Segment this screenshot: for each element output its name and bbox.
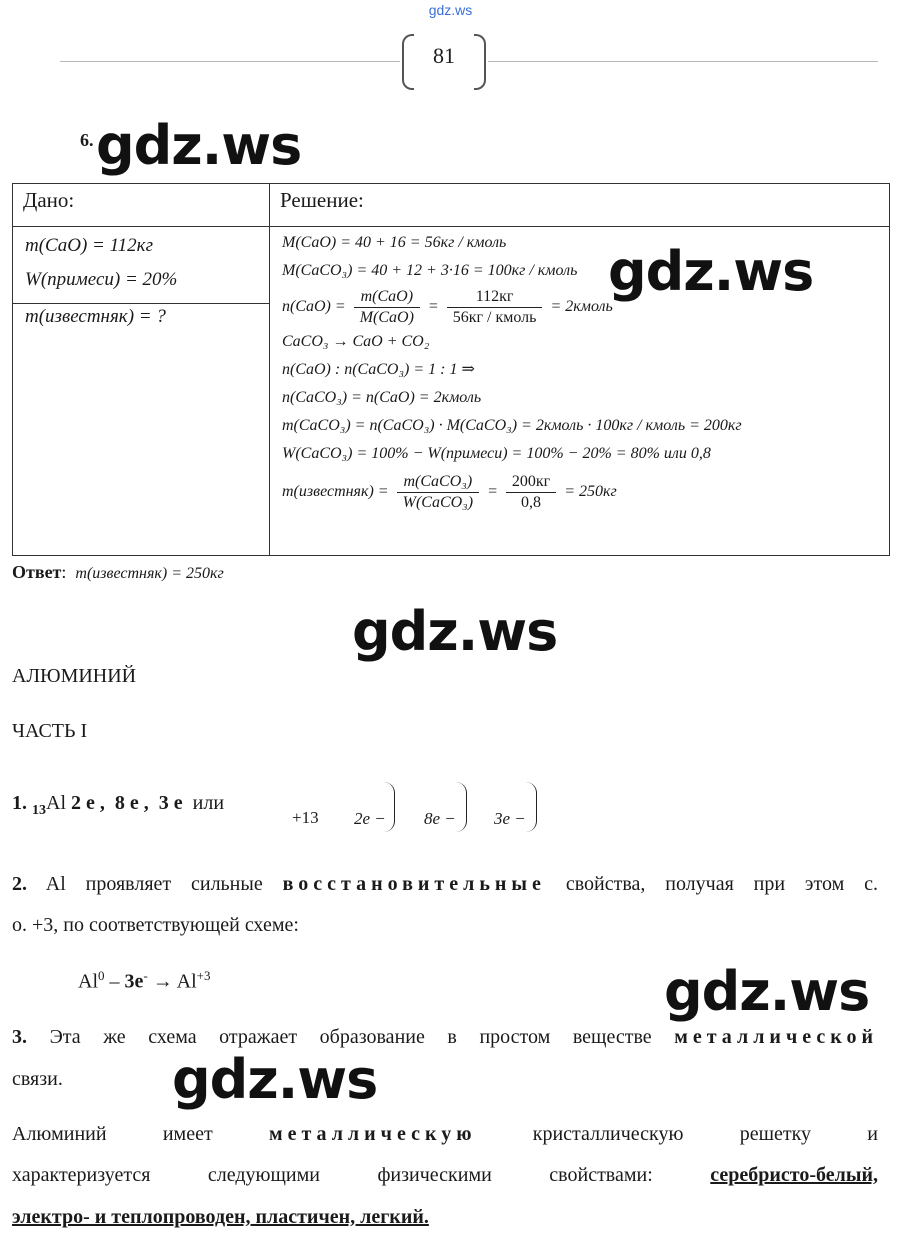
q1-element: Al [46,792,66,814]
question-3-line-5 [12,1206,429,1229]
denominator: 56кг / кмоль [452,309,537,326]
watermark: gdz.ws [96,114,302,177]
scheme-reactant: Al [78,970,98,993]
page-number-box [402,34,486,88]
q1-number: 1. [12,792,27,814]
fraction [397,472,479,513]
numerator: 112кг [447,287,543,308]
scheme-product-ox: +3 [196,968,211,983]
header-rule-right [488,61,878,62]
answer-label: Ответ [12,562,62,582]
electron-shell-diagram [292,778,552,838]
solution-line [282,472,889,513]
denominator: M(CaO) [359,309,414,326]
question-3-line-2: связи. [12,1068,63,1090]
q1-shell-3: 3 e [158,792,183,814]
solution-line: m(CaCO₃) = n(CaCO₃) · M(CaCO₃) = 2кмоль · 100кг / кмоль = 200кг [282,417,742,434]
section-part: ЧАСТЬ I [12,720,88,742]
q2-text: Al проявляет сильные [45,873,263,895]
scheme-arrow: → [152,970,173,993]
scheme-electrons: 3e [124,970,144,993]
q2-keyword: восстановительные [282,873,546,895]
expr: = 250кг [564,483,617,501]
q3-word: Алюминий [12,1123,107,1145]
q2-text: свойства, получая при этом с. [565,873,879,895]
question-2-line-2: о. +3, по соответствующей схеме: [12,914,299,936]
scheme-electrons-sign: - [143,968,148,983]
expr: = [487,483,498,501]
expr: n(CaO) = [282,298,346,316]
shell-arc-2 [456,782,467,832]
fraction [506,472,556,513]
given-impurity: W(примеси) = 20% [25,269,178,290]
q1-atomic-number: 13 [32,803,46,818]
denominator: 0,8 [521,494,542,511]
q3-keyword: металлической [674,1026,879,1048]
solution-line: CaCO₃ → CaO + CO₂ [282,333,430,350]
fraction [447,287,543,328]
answer-line: Ответ: m(известняк) = 250кг [12,562,224,582]
q3-property: серебристо-белый, [710,1164,878,1186]
scheme-reactant-ox: 0 [98,968,105,983]
solution-line: M(CaCO₃) = 40 + 12 + 3·16 = 100кг / кмоль [282,262,578,279]
question-3-line-1 [12,1026,878,1049]
scheme-product: Al [176,970,197,993]
q3-keyword: металлическую [268,1123,477,1145]
expr: m(известняк) = [282,483,389,501]
watermark: gdz.ws [664,960,870,1023]
solution-line: M(CaO) = 40 + 16 = 56кг / кмоль [282,234,507,251]
q2-scheme [78,968,210,994]
nucleus-charge: +13 [292,808,319,827]
page-number: 81 [433,43,455,68]
numerator: m(CaO) [354,287,420,308]
q1-shell-2: 8 e , [114,792,149,814]
shell-label-2: 8e − [424,809,456,828]
answer-value: m(известняк) = 250кг [75,565,224,582]
solution-line: n(CaO) : n(CaCO₃) = 1 : 1 ⇒ [282,361,475,378]
q3-property: электро- и теплопроводен, пластичен, легкий. [12,1206,429,1228]
scheme-dash: – [109,970,120,993]
q3-word: решетку [739,1123,812,1145]
solution-header: Решение: [270,184,890,227]
expr: = [427,298,439,316]
solution-table [12,183,890,556]
numerator: 200кг [506,472,556,493]
q3-text: Эта же схема отражает образование в простом веществе [49,1026,652,1048]
numerator: m(CaCO₃) [397,472,479,493]
shell-arc-3 [526,782,537,832]
question-2-line-1 [12,873,878,896]
task-number: 6. [80,130,94,150]
q2-number: 2. [12,873,27,895]
question-3-line-4 [12,1164,878,1187]
find-cell: m(известняк) = ? [13,304,270,556]
shell-arc-1 [384,782,395,832]
expr: = 2кмоль [550,298,613,316]
watermark: gdz.ws [172,1048,378,1111]
watermark: gdz.ws [352,600,558,663]
given-header: Дано: [13,184,270,227]
q1-or: или [192,792,225,814]
solution-line: W(CaCO₃) = 100% − W(примеси) = 100% − 20% = 80% или 0,8 [282,445,711,462]
q3-number: 3. [12,1026,27,1048]
given-cell [13,227,270,304]
site-header-link[interactable]: gdz.ws [428,2,473,18]
watermark: gdz.ws [608,240,814,303]
q3-word: и [867,1123,878,1145]
shell-label-3: 3e − [494,809,526,828]
q3-word: кристаллическую [532,1123,684,1145]
fraction [354,287,420,328]
shell-label-1: 2e − [354,809,386,828]
q3-word: имеет [162,1123,213,1145]
question-3-line-3 [12,1123,878,1146]
header-rule-left [60,61,400,62]
section-title: АЛЮМИНИЙ [12,665,137,687]
denominator: W(CaCO₃) [402,494,474,511]
q3-text: характеризуется следующими физическими свойствами: [12,1164,653,1186]
solution-line: n(CaCO₃) = n(CaO) = 2кмоль [282,389,482,406]
given-mass: m(CaO) = 112кг [25,235,153,256]
q1-shell-1: 2 e , [71,792,105,814]
question-1 [12,792,224,819]
